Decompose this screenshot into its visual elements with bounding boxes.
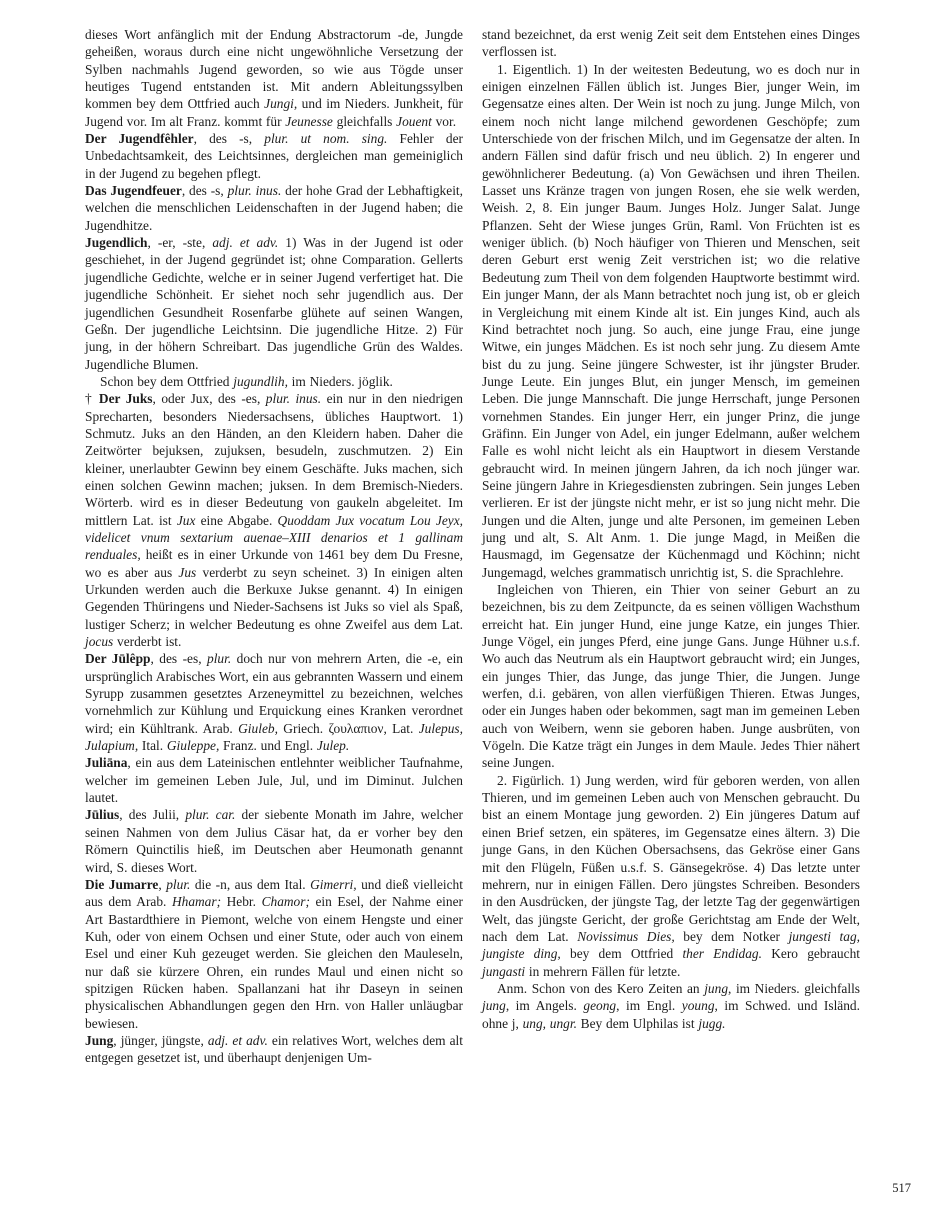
- italic-term: Quoddam Jux vocatum Lou Jeyx, videlicet vnum sextarium auenae–XIII denarios et 1 gallinam renduales,: [85, 512, 464, 563]
- italic-term: jugundlih,: [233, 373, 288, 389]
- italic-term: Giuleb,: [238, 720, 278, 736]
- body-text: ein relatives Wort, welches dem alt entgegen gesetzet ist, und überhaupt denjenigen Um-: [85, 1032, 463, 1066]
- body-text: ein nur in den niedrigen Sprecharten, besonders Niedersachsens, übliches Hauptwort. 1) Schmutz. Juks an den Händen, an den Kleidern haben. Daher die Zeitwörter bejuksen, zujuksen, besudeln, zuschmutzen. 2) Ein kleiner, unerlaubter Gewinn bey einem Geschäfte. Juks machen, sich einen solchen Gewinn machen; juksen. In dem Bremisch-Nieders. Wörterb. wird es in dieser Bedeutung von gaukeln abgeleitet. Im mittlern Lat. ist: [85, 391, 464, 528]
- body-text: , des -s,: [181, 183, 228, 199]
- headword: Das Jugendfeuer: [85, 183, 182, 199]
- italic-term: plur. inus.: [227, 183, 282, 199]
- body-text: bey dem Ottfried: [560, 946, 683, 962]
- body-text: ein Esel, der Nahme einer Art Bastardthiere in Piemont, welche von einem Hengste und einer Kuh, oder von einem Ochsen und einer Stute, oder auch von einem Esel und einer Kuh gezeuget werden. Sie gleichen den Mauleseln, nur daß sie kürzere Ohren, ein rundes Maul und einen nicht so spitzigen Rücken haben. Spallanzani hat ihr Daseyn in seinen physicalischen Abhandlungen gegen den Hrn. von Haller unläugbar bewiesen.: [85, 894, 463, 1031]
- right-column: [482, 26, 860, 1067]
- body-text: Ital.: [138, 738, 167, 754]
- sub-paragraph: [482, 980, 860, 1032]
- italic-term: Jeunesse: [285, 113, 333, 129]
- body-text: 1. Eigentlich. 1) In der weitesten Bedeutung, wo es doch nur in einigen einzelnen Fällen üblich ist. Junges Bier, junger Wein, im Gegensatze eines alten. Der Wein ist noch zu jung. Junge Milch, von einem noch nicht lange milchend gewordenen Geschöpfe; zum Unterschiede von der frischen Milch, und im Gegensatze der alten. In andern Fällen sind dafür frisch und neu üblich. 2) In engerer und gewöhnlicherer Bedeutung. (a) Von Gewächsen und ihren Theilen. Lasset uns Kränze tragen von jungen Rosen, ehe sie welk werden, Weish. 2, 8. Ein junger Baum. Junges Holz. Junger Salat. Junge Pflanzen. Seht der Wiese junges Grün, Raml. Von Früchten ist es weniger üblich. (b) Noch häufiger von Thieren und Menschen, seit deren Geburt erst wenig Zeit verstrichen ist; wo die relative Bedeutung zum Theil von dem folgenden Hauptworte bestimmt wird. Ein junger Mann, der als Mann betrachtet noch jung ist, ob er gleich in Vergleichung mit einem Kinde alt ist. Ein junges Kind, auch als Kind betrachtet noch jung. So auch, eine junge Frau, eine junge Witwe, ein junges Mädchen. Es ist noch sehr jung. Zu diesem Amte bist du zu jung. Seine jüngere Schwester, ist ihr jüngster Bruder. Junge Leute. Ein junges Blut, ein junger Mensch, im gemeinen Leben. Die junge Mannschaft. Die junge Herrschaft, junge Personen vornehmen Standes. Ein junger Herr, ein junger Prinz, die junge Gräfinn. Ein Junger von Adel, ein junger Edelmann, außer welchem Falle es wohl nicht leicht als ein Hauptwort in diesem Verstande gebraucht wird. In meinen jüngern Jahren, da ich noch jünger war. Seine jüngern Jahre in Kriegesdiensten zubringen. Sein junges Leben verlieren. Er ist der jüngste nicht mehr, er ist so jung nicht mehr. Die Jungen und die Alten, junge und alte Personen, im gemeinen Leben jung und alt, S. Alt Anm. 1. Die junge Magd, in Meißen die Hausmagd, im Gegensatze der Küchenmagd und Köchinn; nicht Jungemagd, welches grammatisch unrichtig ist, S. die Sprachlehre.: [482, 61, 860, 580]
- italic-term: plur.: [207, 651, 232, 667]
- body-text: heißt es in einer Urkunde von 1461 bey dem Du Fresne, wo es aber aus: [85, 547, 463, 580]
- body-text: bey dem Notker: [674, 928, 789, 944]
- italic-term: jungasti: [482, 963, 526, 979]
- body-text: dieses Wort anfänglich mit der Endung Abstractorum -de, Jungde geheißen, woraus durch eine nicht ungewöhnliche Versetzung der Sylben nachmahls Jugend geworden, so wie aus Tögde unser heutiges Tugend entstanden ist. Mit andern Ableitungssylben kommen bey dem Ottfried auch: [85, 27, 463, 112]
- italic-term: Novissimus Dies,: [577, 928, 675, 944]
- body-text: gleichfalls: [332, 113, 397, 129]
- italic-term: plur. inus.: [265, 391, 322, 407]
- italic-term: Hhamar;: [171, 894, 222, 910]
- body-text: 2. Figürlich. 1) Jung werden, wird für geboren werden, von allen Thieren, und im gemeinen Leben auch von Menschen gebraucht. Du bist an einem Montage jung geworden. 2) Ein jüngeres Datum auf einen Brief setzen, ein späteres, im Gegensatze eines ältern. 3) Die junge Gans, in den Küchen Obersachsens, das Gekröse einer Gans mit den Flügeln, Füßen u.s.f. S. Gänsegekröse. 4) Das letzte unter mehrern, nur in einigen Fällen. Dero jüngstes Schreiben. Besonders in den Ausdrücken, der jüngste Tag, der letzte Tag der gegenwärtigen Welt, das jüngste Gericht, der große Gerichtstag am Ende der Welt, nach dem Lat.: [482, 772, 860, 944]
- italic-term: Jux: [176, 512, 196, 528]
- page-number: 517: [892, 1181, 911, 1195]
- left-column: [85, 26, 463, 1067]
- headword: Die Jumarre: [85, 876, 159, 892]
- italic-term: Jus: [178, 564, 197, 580]
- dictionary-entry: [85, 234, 463, 373]
- body-text: , oder Jux, des -es,: [152, 391, 266, 407]
- body-text: stand bezeichnet, da erst wenig Zeit seit dem Entstehen eines Dinges verflossen ist.: [482, 27, 860, 60]
- headword: Jūlius: [85, 807, 120, 823]
- italic-term: jocus: [85, 634, 114, 650]
- italic-term: jung: [704, 980, 729, 996]
- dictionary-entry: [85, 1032, 463, 1067]
- body-text: Anm. Schon von des Kero Zeiten an: [497, 980, 705, 996]
- body-text: und dieß vielleicht aus dem Arab.: [85, 876, 463, 910]
- italic-term: Jungi,: [264, 96, 298, 112]
- body-text: der siebente Monath im Jahre, welcher seinen Nahmen von dem Julius Cäsar hat, da er vorher bey den Römern Quinctilis hieß, im Deutschen aber Heumonath genannt wird, S. dieses Wort.: [85, 807, 463, 875]
- dictionary-entry: [85, 806, 463, 875]
- italic-term: ung, ungr.: [522, 1015, 577, 1031]
- italic-term: plur. car.: [185, 807, 236, 823]
- dictionary-entry: [85, 130, 463, 182]
- body-text: , im Schwed. und Isländ. ohne j,: [482, 998, 860, 1031]
- italic-term: ther Endidag.: [682, 946, 762, 962]
- italic-term: adj. et adv.: [207, 1032, 268, 1048]
- body-text: , des -es,: [150, 651, 208, 667]
- headword: Der Juks: [98, 391, 153, 407]
- body-text: , jünger, jüngste,: [113, 1032, 208, 1048]
- body-text: Fehler der Unbedachtsamkeit, des Leichtsinnes, dergleichen man gemeiniglich in der Jugend zu begehen pflegt.: [85, 131, 463, 181]
- body-text: in mehrern Fällen für letzte.: [525, 963, 681, 979]
- body-text: verderbt zu seyn scheinet. 3) In einigen alten Urkunden werden auch die Berkuxe Jukse genannt. 4) In einigen Gegenden Thüringens und Nieder-Sachsens ist Juks so viel als Spaß, lustiger Scherz; in welcher Bedeutung es ohne Zweifel aus dem Lat.: [85, 564, 463, 632]
- body-text: , im Engl.: [616, 998, 682, 1014]
- italic-term: jugg.: [698, 1015, 726, 1031]
- body-text: Kero gebraucht: [761, 946, 860, 962]
- italic-term: plur. ut nom. sing.: [264, 131, 388, 147]
- sub-paragraph: [482, 61, 860, 581]
- italic-term: geong: [583, 998, 617, 1014]
- italic-term: adj. et adv.: [212, 235, 279, 251]
- body-text: Franz. und Engl.: [219, 738, 317, 754]
- headword: Juliāna: [85, 755, 128, 771]
- body-text: Hebr.: [221, 894, 262, 910]
- italic-term: jung: [482, 998, 506, 1014]
- headword: Jugendlich: [85, 235, 148, 251]
- italic-term: young: [681, 998, 715, 1014]
- body-text: , des Julii,: [119, 807, 186, 823]
- body-text: Bey dem Ulphilas ist: [576, 1015, 699, 1031]
- headword: Der Jūlêpp: [85, 651, 151, 667]
- body-text: eine Abgabe.: [195, 512, 278, 528]
- body-text: Griech. ζουλαπιον, Lat.: [277, 720, 419, 736]
- body-text: , ein aus dem Lateinischen entlehnter weiblicher Taufnahme, welcher im gemeinen Leben Jule, Jul, und im Diminut. Julchen lautet.: [85, 755, 463, 806]
- dictionary-entry: [85, 182, 463, 234]
- body-text: †: [85, 391, 99, 407]
- body-text: doch nur von mehrern Arten, die -e, ein ursprünglich Arabisches Wort, ein aus gebrannten Wassern und einem Syrupp zusammen gesetztes Arzeneymittel zu bezeichnen, welches vornehmlich zur Kühlung und Erquickung eines Kranken verordnet wird; ein Kühltrank. Arab.: [85, 651, 464, 736]
- body-text: im Nieders. jöglik.: [287, 373, 393, 389]
- body-text: vor.: [431, 113, 457, 129]
- body-text: und im Nieders. Junkheit, für Jugend vor. Im alt Franz. kommt für: [85, 96, 463, 129]
- dictionary-entry: [85, 876, 463, 1032]
- dictionary-entry: [85, 650, 463, 754]
- headword: Der Jugendfêhler: [85, 131, 194, 147]
- body-text: , im Nieders. gleichfalls: [728, 980, 860, 996]
- italic-term: Jouent: [396, 113, 432, 129]
- body-text: Ingleichen von Thieren, ein Thier von seiner Geburt an zu bezeichnen, bis zu dem Zeitpuncte, da es seinen völligen Wachsthum erreicht hat. Ein junger Hund, eine junge Katze, ein junges Thier. Junge Vögel, ein junges Pferd, eine junge Gans. Junge Hühner u.s.f. Wo auch das Neutrum als ein Hauptwort gebraucht wird; ein Junges, ein junges Thier, das Junge, das junge Thier, die Jungen. Junge werfen, d.i. gebären, von allen vierfüßigen Thieren. Etwas Junges, oder ein Junges haben oder bekommen, sagt man im gemeinen Leben auch von Weibern, wenn sie geboren haben. Junge ausbrüten, von Vögeln. Die Katze trägt ein Junges in dem Maule. Jedes Thier nähert seine Jungen.: [482, 582, 860, 771]
- italic-term: Julepus, Julapium,: [85, 720, 463, 754]
- continuation-paragraph: [482, 26, 860, 61]
- body-text: 1) Was in der Jugend ist oder geschiehet, in der Jugend gegründet ist; ohne Comparation. Gellerts jugendliche Gedichte, welche er in seiner Jugend verfertiget hat. Die jugendliche Schönheit. Er siehet noch sehr jugendlich aus. Der jugendlichen Gesundheit Rosenfarbe glühete auf seinen Wangen, Geßn. Der jugendliche Leichtsinn. Die jugendliche Hitze. 2) Für jung, in der höhern Schreibart. Das jugendliche Grün des Waldes. Jugendliche Blumen.: [85, 235, 463, 372]
- italic-term: Chamor;: [261, 894, 310, 910]
- italic-term: Julep.: [316, 738, 350, 754]
- body-text: Schon bey dem Ottfried: [100, 373, 234, 389]
- body-text: die -n, aus dem Ital.: [190, 876, 311, 892]
- sub-paragraph: [482, 772, 860, 980]
- sub-paragraph: [85, 373, 463, 390]
- body-text: , im Angels.: [505, 998, 584, 1014]
- dictionary-entry: [85, 390, 463, 650]
- dictionary-entry: [85, 754, 463, 806]
- italic-term: Giuleppe,: [166, 738, 220, 754]
- continuation-paragraph: [85, 26, 463, 130]
- italic-term: plur.: [166, 876, 191, 892]
- body-text: , des -s,: [193, 131, 265, 147]
- body-text: ,: [158, 876, 167, 892]
- italic-term: Gimerri,: [310, 876, 357, 892]
- sub-paragraph: [482, 581, 860, 772]
- headword: Jung: [85, 1032, 114, 1048]
- body-text: der hohe Grad der Lebhaftigkeit, welchen die menschlichen Leidenschaften in der Jugend haben; die Jugendhitze.: [85, 183, 463, 233]
- italic-term: jungesti tag, jungiste ding,: [482, 928, 860, 962]
- body-text: , -er, -ste,: [147, 235, 213, 251]
- body-text: verderbt ist.: [113, 634, 182, 650]
